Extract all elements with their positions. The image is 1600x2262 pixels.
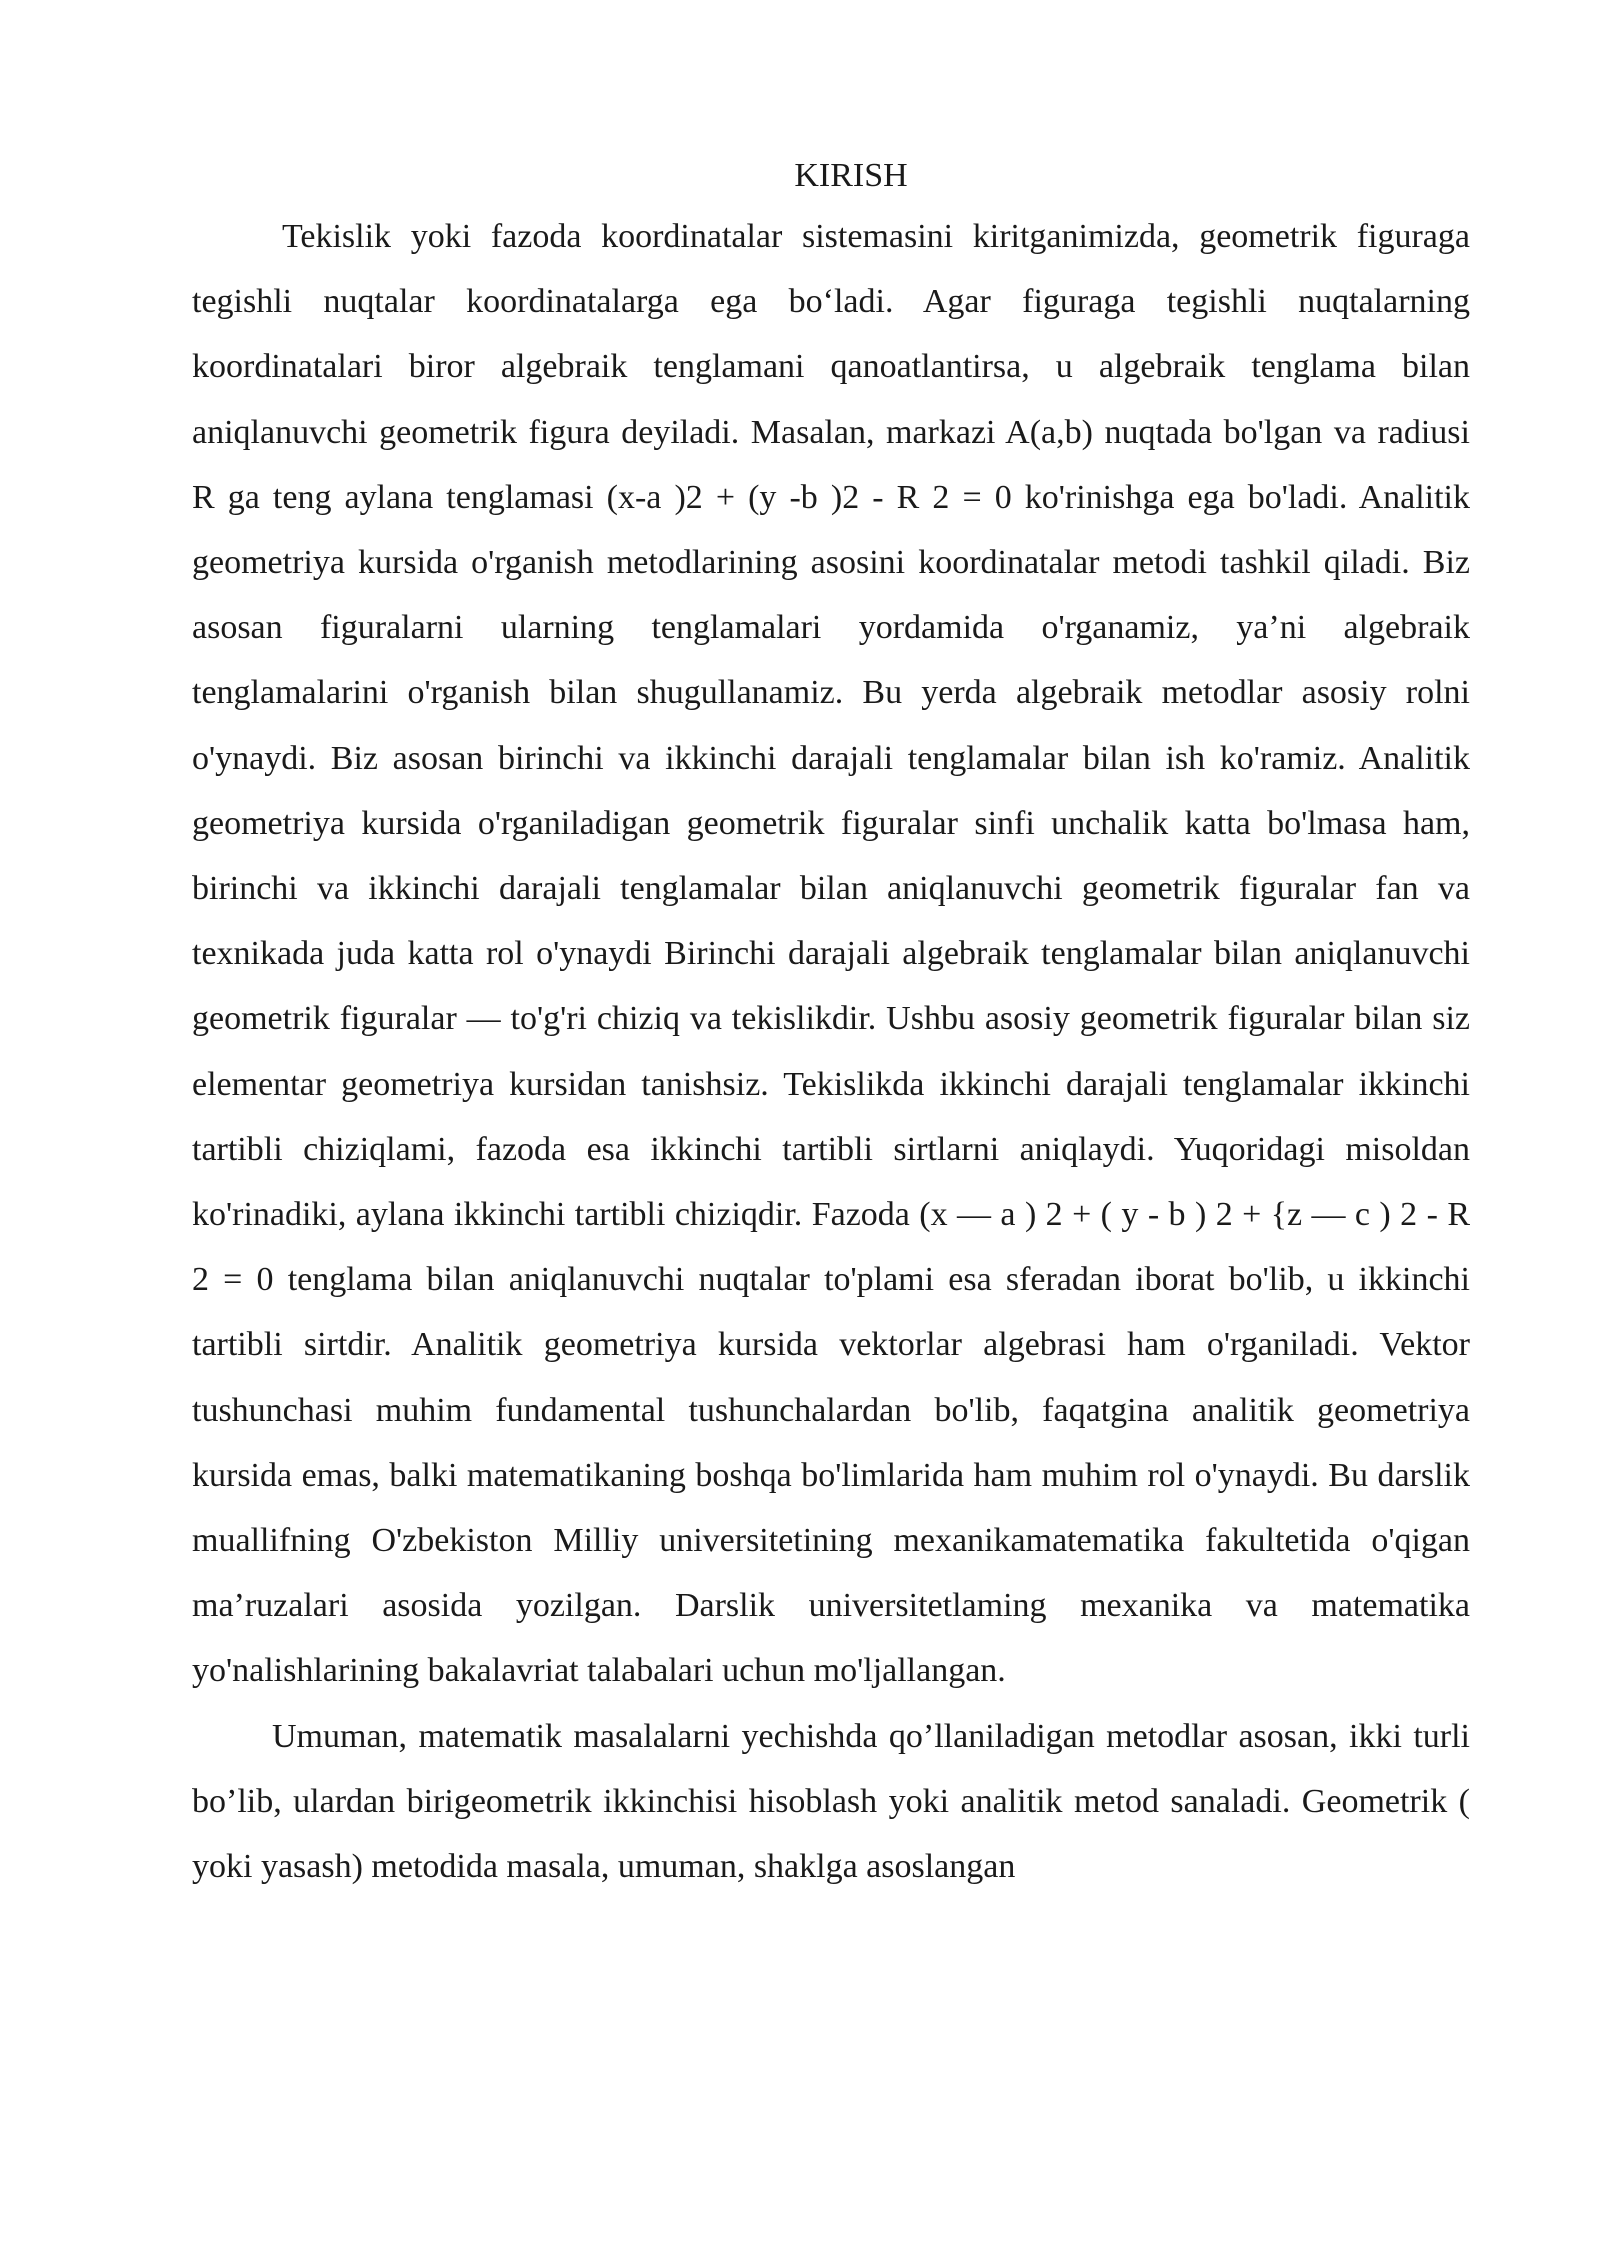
paragraph-methods: Umuman, matematik masalalarni yechishda qo’llaniladigan metodlar asosan, ikki turli bo’lib, ulardan birigeometrik ikkinchisi hisoblash yoki analitik metod sanaladi. Geometrik ( yoki yasash) metodida masala, umuman, shaklga asoslangan bbox=[192, 1717, 1470, 1886]
document-body bbox=[192, 148, 1470, 1899]
paragraph-introduction: Tekislik yoki fazoda koordinatalar sistemasini kiritganimizda, geometrik figuraga tegishli nuqtalar koordinatalarga ega bo‘ladi. Agar figuraga tegishli nuqtalarning koordinatalari biror algebraik tenglamani qanoatlantirsa, u algebraik tenglama bilan aniqlanuvchi geometrik figura deyiladi. Masalan, markazi A(a,b) nuqtada bo'lgan va radiusi R ga teng aylana tenglamasi (x-a )2 + (y -b )2 - R 2 = 0 ko'rinishga ega bo'ladi. Analitik geometriya kursida o'rganish metodlarining asosini koordinatalar metodi tashkil qiladi. Biz asosan figuralarni ularning tenglamalari yordamida o'rganamiz, ya’ni algebraik tenglamalarini o'rganish bilan shugullanamiz. Bu yerda algebraik metodlar asosiy rolni o'ynaydi. Biz asosan birinchi va ikkinchi darajali tenglamalar bilan ish ko'ramiz. Analitik geometriya kursida o'rganiladigan geometrik figuralar sinfi unchalik katta bo'lmasa ham, birinchi va ikkinchi darajali tenglamalar bilan aniqlanuvchi geometrik figuralar fan va texnikada juda katta rol o'ynaydi Birinchi darajali algebraik tenglamalar bilan aniqlanuvchi geometrik figuralar — to'g'ri chiziq va tekislikdir. Ushbu asosiy geometrik figuralar bilan siz elementar geometriya kursidan tanishsiz. Tekislikda ikkinchi darajali tenglamalar ikkinchi tartibli chiziqlami, fazoda esa ikkinchi tartibli sirtlarni aniqlaydi. Yuqoridagi misoldan ko'rinadiki, aylana ikkinchi tartibli chiziqdir. Fazoda (x — a ) 2 + ( y - b ) 2 + {z — c ) 2 - R 2 = 0 tenglama bilan aniqlanuvchi nuqtalar to'plami esa sferadan iborat bo'lib, u ikkinchi tartibli sirtdir. Analitik geometriya kursida vektorlar algebrasi ham o'rganiladi. Vektor tushunchasi muhim fundamental tushunchalardan bo'lib, faqatgina analitik geometriya kursida emas, balki matematikaning boshqa bo'limlarida ham muhim rol o'ynaydi. Bu darslik muallifning O'zbekiston Milliy universitetining mexanikamatematika fakultetida o'qigan ma’ruzalari asosida yozilgan. Darslik universitetlaming mexanika va matematika yo'nalishlarining bakalavriat talabalari uchun mo'ljallangan. bbox=[192, 218, 1470, 1690]
page-title: KIRISH bbox=[794, 157, 908, 194]
